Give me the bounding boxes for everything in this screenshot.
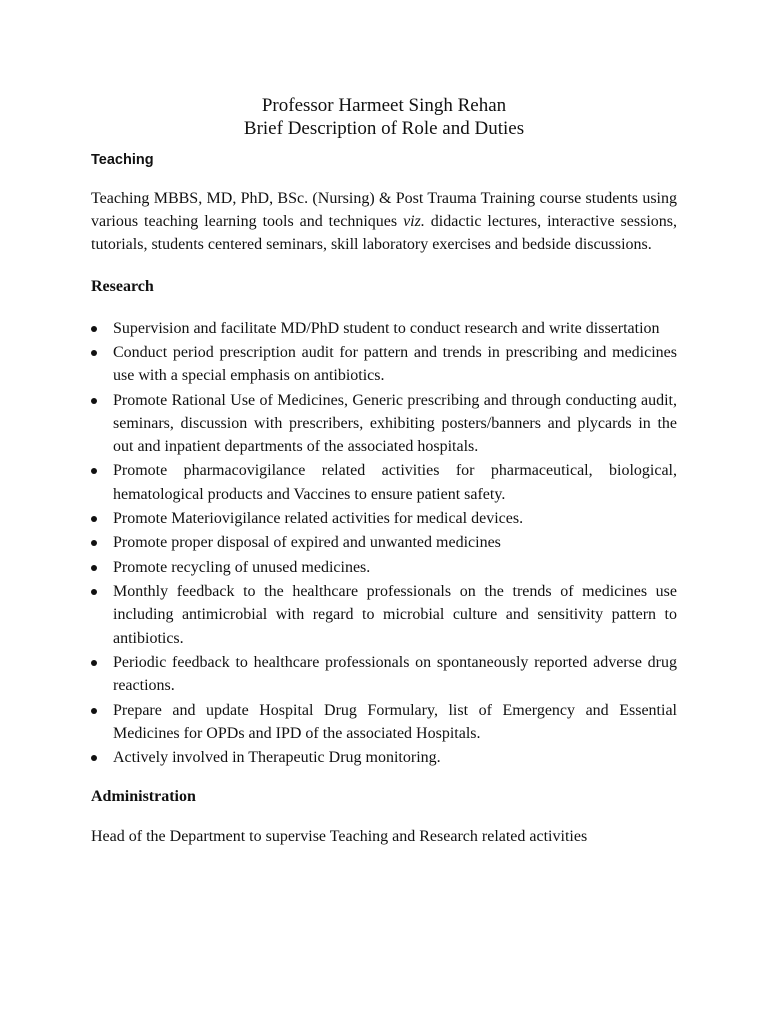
bullet-icon <box>91 565 97 571</box>
research-item-text: Prepare and update Hospital Drug Formulary, list of Emergency and Essential Medicines for OPDs and IPD of the associated Hospitals. <box>113 701 677 742</box>
research-item <box>91 556 677 579</box>
teaching-heading: Teaching <box>91 152 154 168</box>
document-page <box>91 94 677 849</box>
research-item-text: Actively involved in Therapeutic Drug monitoring. <box>113 749 441 767</box>
research-item <box>91 317 677 340</box>
bullet-icon <box>91 516 97 522</box>
research-item <box>91 746 677 769</box>
research-list <box>91 317 677 770</box>
teaching-paragraph <box>91 187 677 257</box>
research-item <box>91 531 677 554</box>
research-item-text: Supervision and facilitate MD/PhD student to conduct research and write dissertation <box>113 319 660 337</box>
research-item <box>91 459 677 505</box>
bullet-icon <box>91 540 97 546</box>
research-item <box>91 507 677 530</box>
bullet-icon <box>91 755 97 761</box>
bullet-icon <box>91 468 97 474</box>
bullet-icon <box>91 398 97 404</box>
research-item-text: Promote Materiovigilance related activities for medical devices. <box>113 509 524 527</box>
research-item-text: Promote proper disposal of expired and unwanted medicines <box>113 534 501 552</box>
teaching-text-end: didactic lectures, interactive sessions, tutorials, students centered seminars, skill laboratory exercises and bedside discussions. <box>91 213 678 254</box>
document-title <box>91 94 677 140</box>
research-item <box>91 651 677 697</box>
research-item <box>91 341 677 387</box>
administration-paragraph: Head of the Department to supervise Teaching and Research related activities <box>91 828 588 846</box>
bullet-icon <box>91 350 97 356</box>
research-item <box>91 389 677 459</box>
research-item-text: Conduct period prescription audit for pattern and trends in prescribing and medicines use with a special emphasis on antibiotics. <box>113 344 677 385</box>
teaching-text-start: Teaching MBBS, MD, PhD, BSc. (Nursing) & Post Trauma Training course students using various teaching learning tools and techniques <box>91 190 677 231</box>
research-item-text: Periodic feedback to healthcare professionals on spontaneously reported adverse drug reactions. <box>113 653 677 695</box>
administration-heading: Administration <box>91 788 196 806</box>
research-item-text: Monthly feedback to the healthcare professionals on the trends of medicines use including antimicrobial with regard to microbial culture and sensitivity pattern to antibiotics. <box>113 583 677 647</box>
teaching-text-italic: viz. <box>403 213 425 231</box>
bullet-icon <box>91 589 97 595</box>
research-item <box>91 580 677 650</box>
research-heading: Research <box>91 277 154 295</box>
research-item-text: Promote recycling of unused medicines. <box>113 558 371 576</box>
bullet-icon <box>91 660 97 666</box>
research-item-text: Promote Rational Use of Medicines, Generic prescribing and through conducting audit, seminars, discussion with prescribers, exhibiting posters/banners and plycards in the out and inpatient departments of the associated hospitals. <box>113 391 677 455</box>
research-item-text: Promote pharmacovigilance related activities for pharmaceutical, biological, hematological products and Vaccines to ensure patient safety. <box>113 462 677 503</box>
bullet-icon <box>91 708 97 714</box>
research-item <box>91 699 677 745</box>
title-name: Professor Harmeet Singh Rehan <box>261 95 507 116</box>
title-subtitle: Brief Description of Role and Duties <box>243 118 525 139</box>
bullet-icon <box>91 326 97 332</box>
